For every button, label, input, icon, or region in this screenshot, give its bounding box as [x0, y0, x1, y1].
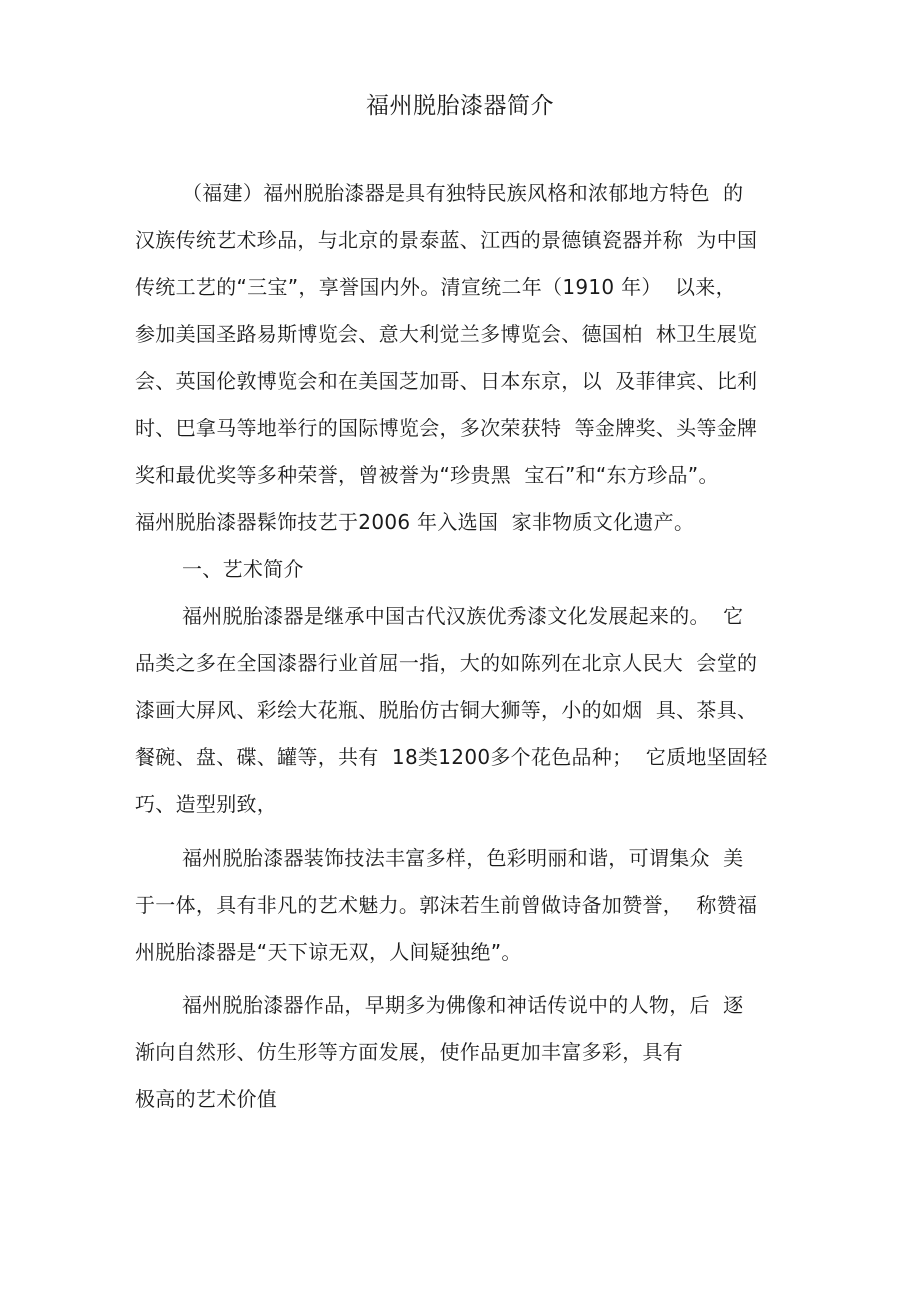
- paragraph-line: 渐向自然形、仿生形等方面发展，使作品更加丰富多彩，具有: [135, 1040, 684, 1064]
- paragraph-line: 餐碗、盘、碟、罐等，共有 18类1200多个花色品种； 它质地坚固轻: [135, 745, 768, 769]
- paragraph-line: 奖和最优奖等多种荣誉，曾被誉为“珍贵黑 宝石”和“东方珍品”。: [135, 463, 719, 487]
- paragraph-line: 时、巴拿马等地举行的国际博览会，多次荣获特 等金牌奖、头等金牌: [135, 416, 758, 440]
- paragraph-line: 漆画大屏风、彩绘大花瓶、脱胎仿古铜大狮等，小的如烟 具、茶具、: [135, 698, 758, 722]
- paragraph-line: （福建）福州脱胎漆器是具有独特民族风格和浓郁地方特色 的: [182, 181, 744, 205]
- paragraph-line: 州脱胎漆器是“天下谅无双，人间疑独绝”。: [135, 940, 522, 964]
- paragraph-line: 会、英国伦敦博览会和在美国芝加哥、日本东京，以 及菲律宾、比利: [135, 369, 758, 393]
- paragraph-line: 品类之多在全国漆器行业首屈一指，大的如陈列在北京人民大 会堂的: [135, 651, 758, 675]
- paragraph-line: 汉族传统艺术珍品，与北京的景泰蓝、江西的景德镇瓷器并称 为中国: [135, 228, 758, 252]
- paragraph-line: 福州脱胎漆器髹饰技艺于2006 年入选国 家非物质文化遗产。: [135, 510, 695, 534]
- paragraph-line: 传统工艺的“三宝”，享誉国内外。清宣统二年（1910 年） 以来，: [135, 275, 736, 299]
- document-title: 福州脱胎漆器简介: [366, 93, 554, 119]
- paragraph-line: 巧、造型别致，: [135, 792, 278, 816]
- paragraph-line: 参加美国圣路易斯博览会、意大利觉兰多博览会、德国柏 林卫生展览: [135, 322, 758, 346]
- paragraph-line: 福州脱胎漆器是继承中国古代汉族优秀漆文化发展起来的。 它: [182, 604, 744, 628]
- paragraph-line: 福州脱胎漆器作品，早期多为佛像和神话传说中的人物，后 逐: [182, 993, 744, 1017]
- section-heading: 一、艺术简介: [182, 557, 304, 581]
- paragraph-line: 于一体，具有非凡的艺术魅力。郭沫若生前曾做诗备加赞誉， 称赞福: [135, 893, 758, 917]
- paragraph-line: 极高的艺术价值: [135, 1087, 278, 1111]
- paragraph-line: 福州脱胎漆器装饰技法丰富多样，色彩明丽和谐，可谓集众 美: [182, 846, 744, 870]
